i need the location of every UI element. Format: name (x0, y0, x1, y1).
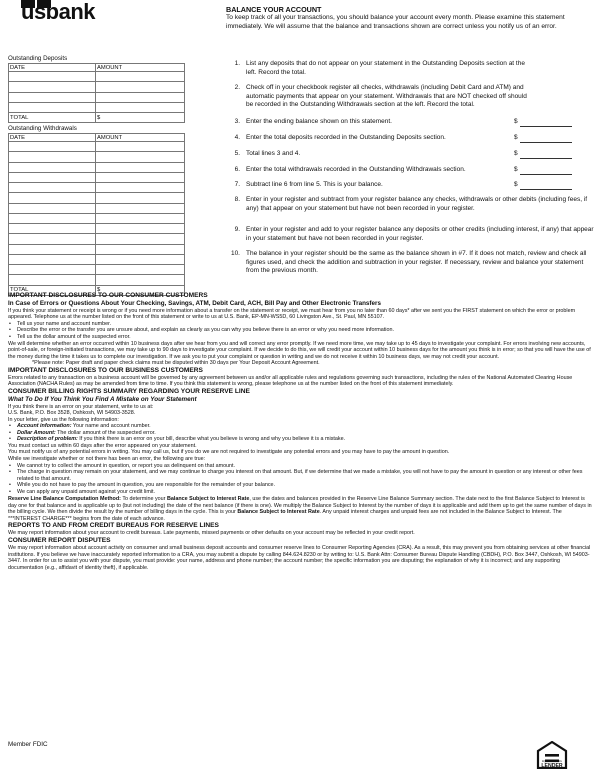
billing-letter: In your letter, give us the following information: (8, 416, 119, 423)
withdrawal-amount-cell[interactable] (96, 152, 185, 162)
reserve-bold-2: Balance Subject to Interest Rate (237, 509, 320, 516)
step-number: 3. (234, 118, 240, 125)
withdrawal-date-cell[interactable] (9, 193, 96, 203)
step-text: Enter in your register and add to your register balance any deposits or other credits (including interest, if any) that appear in your statement but have not been recorded in your register. (246, 226, 594, 242)
deposits-col-date: DATE (9, 64, 96, 72)
withdrawal-amount-cell[interactable] (96, 275, 185, 285)
withdrawal-amount-cell[interactable] (96, 234, 185, 244)
billing-true-item: • We cannot try to collect the amount in question, or report you as delinquent on that amount. (8, 463, 594, 470)
deposits-caption: Outstanding Deposits (8, 55, 68, 62)
step-number: 1. (234, 60, 240, 67)
withdrawals-row (9, 213, 185, 223)
billing-true-item: • We can apply any unpaid amount against your credit limit. (8, 489, 594, 496)
deposits-total-label: TOTAL (9, 113, 96, 123)
deposit-date-cell[interactable] (9, 82, 96, 92)
withdrawal-date-cell[interactable] (9, 244, 96, 254)
step-dollar: $ (514, 166, 518, 173)
step-text: Check off in your checkbook register all checks, withdrawals (including Debit Card and ATM) and automatic payments that appear on your statement. Withdrawals that are NOT checked off should be recorded in the Outstanding Withdrawals section at the left. Record the total. (246, 84, 527, 109)
step-text: List any deposits that do not appear on your statement in the Outstanding Deposits section at the left. Record the total. (246, 60, 525, 76)
deposits-row (9, 92, 185, 102)
member-fdic: Member FDIC (8, 741, 48, 748)
step-5-amount-line[interactable] (520, 158, 572, 159)
balance-intro: To keep track of all your transactions, you should balance your account every month. Please examine this statement immediately. We will assume that the balance and transactions shown are correct unless you notify us of an error. (226, 14, 565, 30)
withdrawals-row (9, 224, 185, 234)
withdrawal-date-cell[interactable] (9, 213, 96, 223)
step-text: Enter the total deposits recorded in the Outstanding Deposits section. (246, 134, 446, 141)
step-number: 8. (234, 196, 240, 203)
billing-item-text: If you think there is an error on your bill, describe what you believe is wrong and why you believe it is a mistake. (77, 436, 346, 443)
withdrawal-amount-cell[interactable] (96, 224, 185, 234)
usbank-logo (21, 0, 161, 24)
billing-true-item: • The charge in question may remain on your statement, and we may continue to charge you interest on that amount. But, if we determine that we made a mistake, you will not have to pay the amount in question or any interest or other fees related to that amount. (8, 469, 594, 482)
step-number: 5. (234, 150, 240, 157)
withdrawals-row (9, 244, 185, 254)
withdrawal-date-cell[interactable] (9, 152, 96, 162)
equal-housing-lender-label: LENDER (541, 763, 563, 769)
equal-housing-small-text: EQUAL HOUSING (542, 760, 562, 763)
withdrawals-table (8, 133, 185, 296)
consumer-disclosures-heading: IMPORTANT DISCLOSURES TO OUR CONSUMER CUSTOMERS (8, 292, 208, 299)
deposits-total-amount[interactable]: $ (96, 113, 185, 123)
errors-bullet: • Tell us your name and account number. (8, 321, 594, 328)
logo-text: usbank (21, 0, 96, 24)
billing-item-text: Your name and account number. (71, 423, 151, 430)
step-text: The balance in your register should be the same as the balance shown in #7. If it does not match, review and check all figures used, and check the addition and subtraction in your register. If necessary, review and balance your statement from the previous month. (246, 250, 587, 275)
credit-bureau-paragraph: We may report information about your account to credit bureaus. Late payments, missed payments or other defaults on your account may be reflected in your credit report. (8, 530, 415, 537)
billing-rights-subheading: What To Do If You Think You Find A Mistake on Your Statement (8, 395, 197, 403)
withdrawal-amount-cell[interactable] (96, 162, 185, 172)
billing-item-label: Description of problem: (17, 436, 78, 443)
billing-contact: You must contact us within 60 days after the error appeared on your statement. (8, 442, 197, 449)
withdrawals-row (9, 172, 185, 182)
withdrawals-row (9, 183, 185, 193)
reserve-computation-paragraph (8, 496, 594, 522)
deposit-date-cell[interactable] (9, 72, 96, 82)
deposits-row (9, 82, 185, 92)
business-disclosures-heading: IMPORTANT DISCLOSURES TO OUR BUSINESS CUSTOMERS (8, 366, 203, 374)
deposits-row (9, 102, 185, 112)
credit-bureau-heading: REPORTS TO AND FROM CREDIT BUREAUS FOR RESERVE LINES (8, 522, 219, 530)
withdrawal-amount-cell[interactable] (96, 203, 185, 213)
withdrawal-date-cell[interactable] (9, 172, 96, 182)
reserve-text-2: , use the dates and balances provided in the Reserve Line Balance Summary section. The date next to the first Balance Subject to Interest is day one for that balance and is applicable up to (but not including) the date of the next balance (if there is one). We multiply the Balance Subject to Interest by the number of days it is applicable and add them up to get the same number of days in the billing cycle. We then divide the result by the number of billing days in the cycle. This is your (8, 496, 592, 516)
step-text: Subtract line 6 from line 5. This is your balance. (246, 181, 383, 188)
billing-rights-heading: CONSUMER BILLING RIGHTS SUMMARY REGARDING YOUR RESERVE LINE (8, 387, 250, 395)
withdrawal-amount-cell[interactable] (96, 265, 185, 275)
withdrawal-amount-cell[interactable] (96, 142, 185, 152)
step-number: 2. (234, 84, 240, 91)
billing-item (8, 436, 594, 443)
step-dollar: $ (514, 118, 518, 125)
deposits-header-row (9, 64, 185, 72)
withdrawals-row (9, 152, 185, 162)
step-text: Enter the ending balance shown on this statement. (246, 118, 392, 125)
withdrawal-amount-cell[interactable] (96, 213, 185, 223)
reserve-text-1: To determine your (120, 496, 167, 503)
errors-paragraph-2: We will determine whether an error occurred within 10 business days after we hear from you and will correct any error promptly. If we need more time, we may take up to 45 days to investigate your complaint. For errors involving new accounts, point-of-sale, or foreign-initiated transactions, we may take up to 90 days to investigate your complaint. If we decide to do this, we will credit your account within 10 business days for the amount you think is in error; so that you will have the use of the money during the time it takes us to complete our investigation. If we ask you to put your complaint or question in writing and we do not receive it within 10 business days, we may not credit your account. (8, 340, 591, 360)
deposits-col-amount: AMOUNT (96, 64, 185, 72)
withdrawals-row (9, 142, 185, 152)
withdrawals-row (9, 265, 185, 275)
withdrawal-date-cell[interactable] (9, 234, 96, 244)
step-number: 10. (230, 250, 240, 257)
step-text: Total lines 3 and 4. (246, 150, 301, 157)
errors-bullet: • Describe the error or the transfer you are unsure about, and explain as clearly as you can why you believe there is an error or why you need more information. (8, 327, 594, 334)
reserve-bold-1: Balance Subject to Interest Rate (166, 496, 250, 503)
billing-address: U.S. Bank, P.O. Box 3528, Oshkosh, WI 54903-3528. (8, 410, 136, 417)
step-number: 4. (234, 134, 240, 141)
withdrawals-col-date: DATE (9, 134, 96, 142)
reserve-computation-label: Reserve Line Balance Computation Method: (8, 496, 121, 503)
withdrawal-amount-cell[interactable] (96, 183, 185, 193)
step-number: 6. (234, 166, 240, 173)
report-disputes-paragraph: We may report information about account activity on consumer and small business deposit accounts and consumer reserve lines to Consumer Reporting Agencies (CRA). As a result, this may prevent you from obtaining services at other financial institutions. If you believe we have inaccurately reported information to a CRA, you may submit a dispute by calling 844.624.8230 or by writing to: U.S. Bank Attn: Consumer Bureau Dispute Handling (CBDH), P.O. Box 3447, Oshkosh, WI 54903-3447. In order for us to assist you with your dispute, you must provide: your name, address and phone number; the account number; the specific information you are disputing; the explanation of why it is incorrect; and any supporting documentation (e.g., affidavit of identity theft), if applicable. (8, 545, 591, 571)
withdrawal-date-cell[interactable] (9, 142, 96, 152)
business-paragraph: Errors related to any transaction on a business account will be governed by any agreement between us and/or all applicable rules and regulations governing such transactions, including the rules of the National Automated Clearing House Association (NACHA Rules) as may be amended from time to time. If you think this statement is wrong, please telephone us at the number listed on the front of this statement immediately. (8, 374, 573, 388)
billing-intro: If you think there is an error on your statement, write to us at: (8, 403, 154, 410)
withdrawal-date-cell[interactable] (9, 162, 96, 172)
withdrawal-date-cell[interactable] (9, 275, 96, 285)
withdrawals-header-row (9, 134, 185, 142)
step-text: Enter in your register and subtract from your register balance any checks, withdrawals or other debits (including fees, if any) that appear on your statement but have not been recorded in your register. (246, 196, 588, 212)
withdrawals-row (9, 162, 185, 172)
withdrawals-caption: Outstanding Withdrawals (8, 125, 77, 132)
withdrawal-date-cell[interactable] (9, 183, 96, 193)
withdrawals-total-label: TOTAL (9, 285, 96, 295)
withdrawals-col-amount: AMOUNT (96, 134, 185, 142)
deposit-amount-cell[interactable] (96, 92, 185, 102)
withdrawals-row (9, 254, 185, 264)
billing-item-label: Account information: (17, 423, 72, 430)
withdrawal-date-cell[interactable] (9, 265, 96, 275)
withdrawal-date-cell[interactable] (9, 224, 96, 234)
deposit-date-cell[interactable] (9, 102, 96, 112)
deposit-amount-cell[interactable] (96, 82, 185, 92)
report-disputes-heading: CONSUMER REPORT DISPUTES (8, 537, 111, 544)
step-dollar: $ (514, 134, 518, 141)
errors-subheading: In Case of Errors or Questions About Your Checking, Savings, ATM, Debit Card, ACH, Bill Pay and Other Electronic Transfers (8, 300, 381, 307)
step-7-amount-line[interactable] (520, 189, 572, 190)
step-4-amount-line[interactable] (520, 142, 572, 143)
withdrawals-row (9, 193, 185, 203)
billing-notify: You must notify us of any potential errors in writing. You may call us, but if you do we are not required to investigate any potential errors and you may have to pay the amount in question. (8, 449, 450, 456)
withdrawal-amount-cell[interactable] (96, 254, 185, 264)
reserve-text-3: . Any unpaid interest charges and unpaid fees are not included in the Balance Subject to Interest. The ***INTEREST CHARGE*** begins from the date of each advance. (8, 509, 562, 522)
withdrawal-date-cell[interactable] (9, 254, 96, 264)
step-6-amount-line[interactable] (520, 174, 572, 175)
step-3-amount-line[interactable] (520, 126, 572, 127)
deposit-date-cell[interactable] (9, 92, 96, 102)
withdrawal-amount-cell[interactable] (96, 172, 185, 182)
withdrawal-amount-cell[interactable] (96, 193, 185, 203)
step-dollar: $ (514, 150, 518, 157)
disclosures (8, 292, 594, 571)
step-dollar: $ (514, 181, 518, 188)
step-number: 9. (234, 226, 240, 233)
deposit-amount-cell[interactable] (96, 102, 185, 112)
billing-while: While we investigate whether or not there has been an error, the following are true: (8, 455, 206, 462)
withdrawals-row (9, 203, 185, 213)
errors-paragraph: If you think your statement or receipt is wrong or if you need more information about a transfer on the statement or receipt, we must hear from you no later than 60 days* after we sent you the FIRST statement on which the error or problem appeared. Telephone us at the number listed on the front of this statement or write to us at U.S. Bank, EP-MN-WS5D, 60 Livingston Ave., St. Paul, MN 55107. (8, 307, 576, 321)
deposits-table (8, 63, 185, 123)
billing-item-label: Dollar Amount: (17, 429, 56, 436)
withdrawal-date-cell[interactable] (9, 203, 96, 213)
errors-note: *Please note: Paper draft and paper check claims must be disputed within 30 days per Your Deposit Account Agreement. (32, 360, 320, 367)
withdrawals-row (9, 275, 185, 285)
withdrawals-total-amount[interactable]: $ (96, 285, 185, 295)
deposits-total-row (9, 113, 185, 123)
step-text: Enter the total withdrawals recorded in the Outstanding Withdrawals section. (246, 166, 466, 173)
balance-title: BALANCE YOUR ACCOUNT (226, 5, 322, 14)
withdrawals-row (9, 234, 185, 244)
deposits-row (9, 72, 185, 82)
withdrawal-amount-cell[interactable] (96, 244, 185, 254)
deposit-amount-cell[interactable] (96, 72, 185, 82)
step-number: 7. (234, 181, 240, 188)
errors-bullet: • Tell us the dollar amount of the suspected error. (8, 334, 594, 341)
billing-item-text: The dollar amount of the suspected error. (55, 429, 156, 436)
billing-true-item: • While you do not have to pay the amount in question, you are responsible for the remainder of your balance. (8, 482, 594, 489)
